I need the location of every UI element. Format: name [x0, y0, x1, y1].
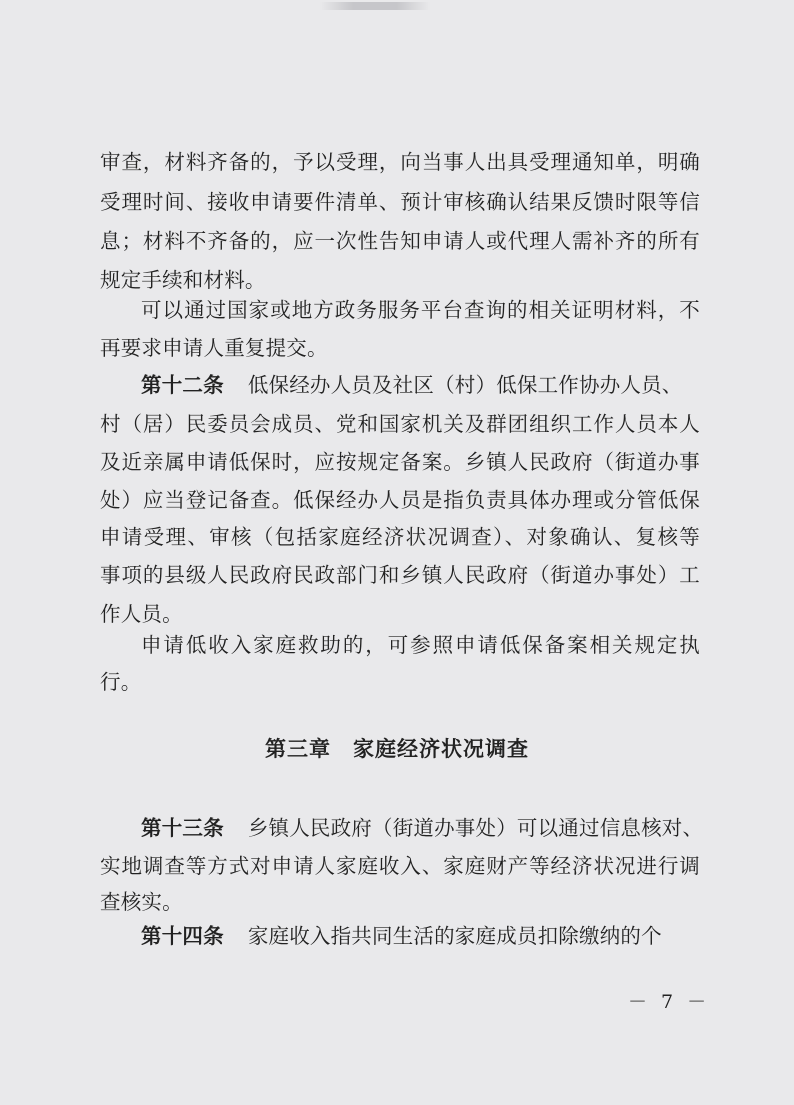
- text-line: 处）应当登记备查。低保经办人员是指负责具体办理或分管低保: [100, 488, 700, 512]
- article-12-line: [141, 371, 700, 399]
- text-line: 申请低收入家庭救助的，可参照申请低保备案相关规定执: [141, 633, 700, 657]
- article-14-label: 第十四条: [141, 924, 224, 948]
- text-line: 事项的县级人民政府民政部门和乡镇人民政府（街道办事处）工: [100, 563, 700, 587]
- text-line: 村（居）民委员会成员、党和国家机关及群团组织工作人员本人: [100, 412, 700, 436]
- text-line: 受理时间、接收申请要件清单、预计审核确认结果反馈时限等信: [100, 190, 700, 214]
- chapter-title: 第三章 家庭经济状况调查: [265, 737, 529, 761]
- text-line: 及近亲属申请低保时，应按规定备案。乡镇人民政府（街道办事: [100, 450, 700, 474]
- text-line: 实地调查等方式对申请人家庭收入、家庭财产等经济状况进行调: [100, 854, 700, 878]
- article-13-line: [141, 814, 704, 842]
- text-line: 可以通过国家或地方政务服务平台查询的相关证明材料，不: [141, 298, 700, 322]
- text-line: 作人员。: [100, 602, 183, 626]
- text-line: 再要求申请人重复提交。: [100, 336, 328, 360]
- article-13-label: 第十三条: [141, 816, 224, 840]
- text-line: 行。: [100, 670, 142, 694]
- text-line: 低保经办人员及社区（村）低保工作协办人员、: [247, 373, 683, 397]
- article-12-label: 第十二条: [141, 373, 224, 397]
- page-number: － 7 －: [628, 991, 711, 1013]
- text-line: 家庭收入指共同生活的家庭成员扣除缴纳的个: [247, 924, 662, 948]
- scan-mark: [320, 2, 430, 10]
- text-line: 审查，材料齐备的，予以受理，向当事人出具受理通知单，明确: [100, 150, 700, 174]
- text-line: 申请受理、审核（包括家庭经济状况调查）、对象确认、复核等: [100, 525, 700, 549]
- text-line: 息；材料不齐备的，应一次性告知申请人或代理人需补齐的所有: [100, 229, 700, 253]
- article-14-line: [141, 922, 700, 950]
- text-line: 查核实。: [100, 890, 183, 914]
- text-line: 乡镇人民政府（街道办事处）可以通过信息核对、: [247, 816, 704, 840]
- text-line: 规定手续和材料。: [100, 268, 266, 292]
